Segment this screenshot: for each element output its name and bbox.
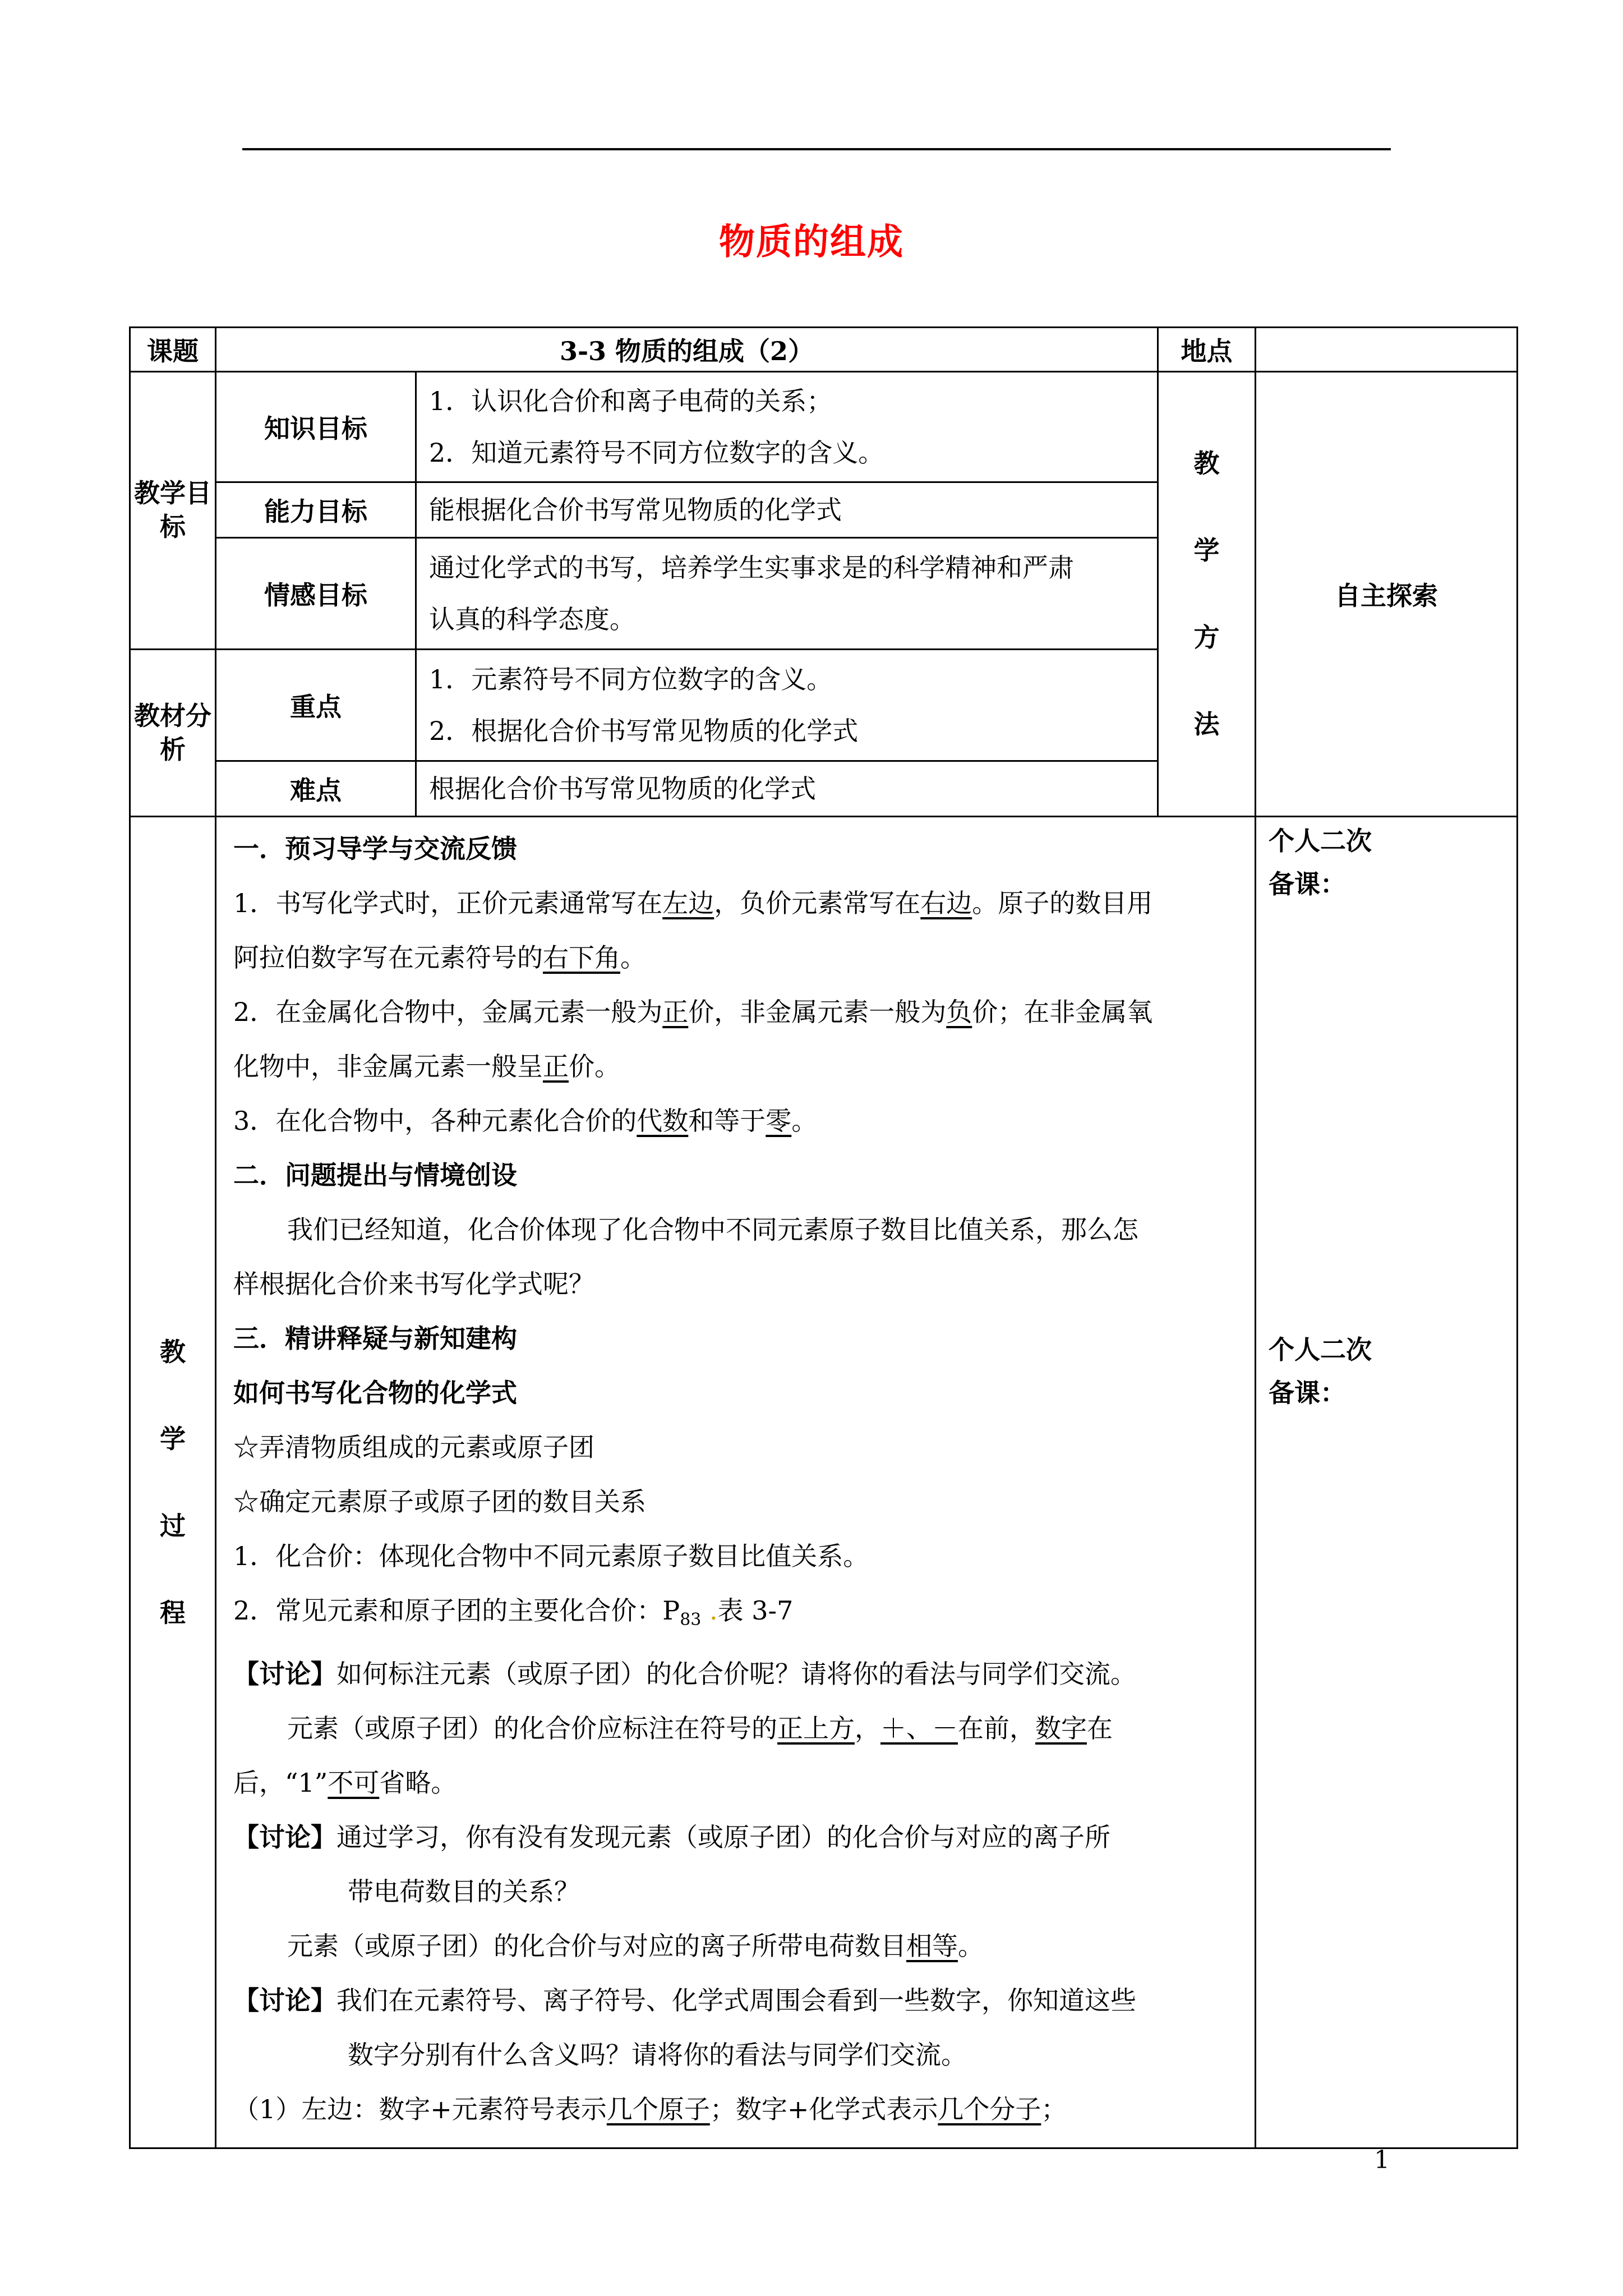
lesson-plan-table (129, 326, 1518, 2149)
section-2-text-cont: 样根据化合价来书写化学式呢？ (233, 1269, 594, 1299)
answer-1: 元素（或原子团）的化合价应标注在符号的正上方，＋、－在前，数字在 (287, 1713, 1113, 1744)
teaching-method-value: 自主探索 (1256, 372, 1518, 817)
knowledge-goal-line: 1．认识化合价和离子电荷的关系； (429, 386, 833, 416)
knowledge-goal-line: 2．知道元素符号不同方位数字的含义。 (429, 438, 884, 468)
key-points-text (416, 650, 1158, 761)
preview-item-2: 2．在金属化合物中，金属元素一般为正价，非金属元素一般为负价；在非金属氧 (233, 997, 1153, 1027)
key-points-label: 重点 (216, 650, 416, 761)
teaching-process-label: 教 学 过 程 (130, 817, 216, 2148)
concept-item-1: 1．化合价：体现化合物中不同元素原子数目比值关系。 (233, 1541, 869, 1571)
section-3-subheading: 如何书写化合物的化学式 (233, 1378, 517, 1408)
material-analysis-label: 教材分析 (130, 650, 216, 817)
preview-item-2-cont: 化物中，非金属元素一般呈正价。 (233, 1051, 620, 1082)
header-rule (242, 148, 1391, 150)
concept-item-2: 2．常见元素和原子团的主要化合价：$P_{83}$ .表 3-7 (233, 1595, 794, 1630)
discussion-2-cont: 带电荷数目的关系？ (348, 1876, 580, 1907)
key-point-line: 2．根据化合价书写常见物质的化学式 (429, 716, 859, 746)
ability-goal-label: 能力目标 (216, 482, 416, 538)
discussion-2: 【讨论】通过学习，你有没有发现元素（或原子团）的化合价与对应的离子所 (233, 1822, 1110, 1853)
teaching-process-content (216, 817, 1256, 2148)
answer-1-cont: 后，“1”不可省略。 (233, 1768, 457, 1798)
teaching-goals-label: 教学目标 (130, 372, 216, 650)
preview-item-1-cont: 阿拉伯数字写在元素符号的右下角。 (233, 942, 646, 973)
page-title: 物质的组成 (719, 221, 904, 263)
preview-item-1: 1．书写化学式时，正价元素通常写在左边，负价元素常写在右边。原子的数目用 (233, 888, 1153, 918)
star-item-1: ☆弄清物质组成的元素或原子团 (233, 1432, 594, 1462)
preview-item-3: 3．在化合物中，各种元素化合价的代数和等于零。 (233, 1106, 818, 1136)
difficulty-label: 难点 (216, 761, 416, 817)
section-3-heading: 三．精讲释疑与新知建构 (233, 1323, 517, 1354)
personal-notes-column (1256, 817, 1518, 2148)
personal-note-1: 个人二次 备课： (1269, 826, 1372, 899)
topic-value: 3-3 物质的组成（2） (216, 328, 1158, 372)
left-number-item: （1）左边：数字+元素符号表示几个原子；数字+化学式表示几个分子； (233, 2094, 1067, 2125)
ability-goal-text: 能根据化合价书写常见物质的化学式 (416, 482, 1158, 538)
personal-note-2: 个人二次 备课： (1269, 1335, 1372, 1408)
star-item-2: ☆确定元素原子或原子团的数目关系 (233, 1487, 646, 1517)
emotion-goal-line: 认真的科学态度。 (429, 604, 635, 634)
topic-label: 课题 (130, 328, 216, 372)
discussion-1: 【讨论】如何标注元素（或原子团）的化合价呢？请将你的看法与同学们交流。 (233, 1659, 1136, 1690)
knowledge-goal-label: 知识目标 (216, 372, 416, 482)
discussion-3-cont: 数字分别有什么含义吗？请将你的看法与同学们交流。 (348, 2040, 967, 2070)
key-point-line: 1．元素符号不同方位数字的含义。 (429, 664, 833, 694)
knowledge-goal-text (416, 372, 1158, 482)
difficulty-text: 根据化合价书写常见物质的化学式 (416, 761, 1158, 817)
topic-row (130, 328, 1518, 372)
location-label: 地点 (1158, 328, 1256, 372)
answer-2: 元素（或原子团）的化合价与对应的离子所带电荷数目相等。 (287, 1931, 984, 1962)
process-row (130, 817, 1518, 2148)
emotion-goal-line: 通过化学式的书写，培养学生实事求是的科学精神和严肃 (429, 553, 1074, 583)
section-2-heading: 二．问题提出与情境创设 (233, 1160, 517, 1190)
page-number: 1 (1374, 2146, 1390, 2174)
discussion-3: 【讨论】我们在元素符号、离子符号、化学式周围会看到一些数字，你知道这些 (233, 1985, 1136, 2016)
teaching-method-label: 教 学 方 法 (1158, 372, 1256, 817)
emotion-goal-label: 情感目标 (216, 538, 416, 650)
section-2-text: 我们已经知道，化合价体现了化合物中不同元素原子数目比值关系，那么怎 (287, 1214, 1138, 1245)
emotion-goal-text (416, 538, 1158, 650)
knowledge-goal-row (130, 372, 1518, 482)
section-1-heading: 一．预习导学与交流反馈 (233, 834, 517, 864)
location-value (1256, 328, 1518, 372)
